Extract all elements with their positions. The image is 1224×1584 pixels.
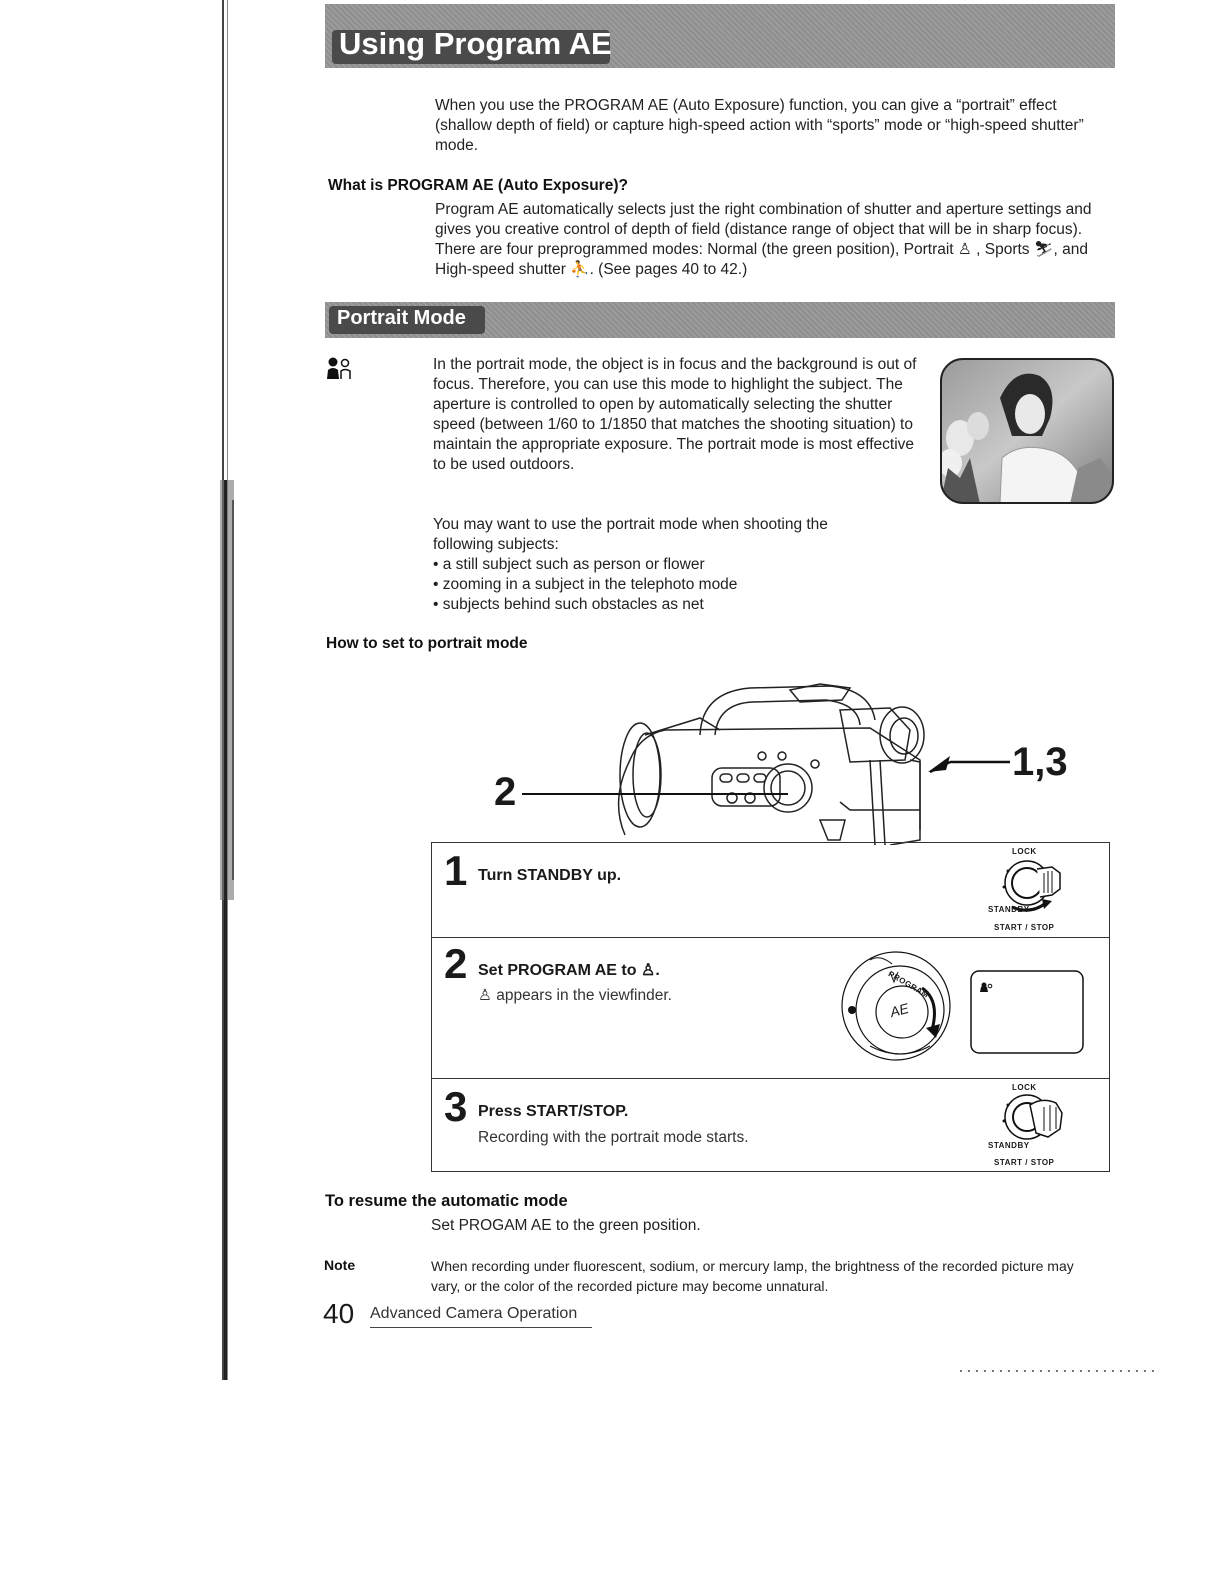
list-item: • a still subject such as person or flower [433, 555, 737, 575]
intro-text: When you use the PROGRAM AE (Auto Exposure) function, you can give a “portrait” effect (shallow depth of field) or capture high-speed action with “sports” mode or “high-speed shutter” mode. [435, 97, 1084, 154]
dial-ae-label: AE [888, 999, 911, 1021]
step-title: Set PROGRAM AE to ♙. [478, 962, 660, 979]
step-1-box [431, 842, 1110, 938]
howto-heading: How to set to portrait mode [326, 635, 528, 652]
step-number: 2 [444, 940, 468, 987]
dial-standby-label: STANDBY [988, 905, 1030, 914]
step-title: Turn STANDBY up. [478, 867, 622, 884]
step-2-box [431, 936, 1110, 1079]
resume-heading: To resume the automatic mode [325, 1192, 568, 1210]
binding-edge [218, 0, 250, 1584]
note-label: Note [324, 1257, 356, 1273]
dial-lock-label: LOCK [1012, 847, 1037, 856]
portrait-section-title: Portrait Mode [337, 307, 466, 329]
start-stop-caption: START / STOP [994, 923, 1055, 932]
dial-program-label: PROGRAM [886, 969, 931, 1000]
dial-lock-label: LOCK [1012, 1083, 1037, 1092]
step-description: Recording with the portrait mode starts. [478, 1129, 749, 1146]
list-item: • subjects behind such obstacles as net [433, 595, 737, 615]
camcorder-illustration [490, 680, 1090, 845]
portrait-mode-icon [326, 357, 354, 381]
viewfinder-display [970, 970, 1084, 1054]
what-body: Program AE automatically selects just the right combination of shutter and aperture settings and gives you creative control of depth of field (distance range of object that will be in sharp focus). There are four preprogrammed modes: Normal (the green position), Portrait ♙ , Sports ⛷, and High-speed shutter ⛹. (See pages 40 to 42.) [435, 201, 1092, 278]
page-title: Using Program AE [339, 26, 612, 61]
portrait-banner [325, 302, 1115, 338]
footer-rule [370, 1327, 592, 1328]
what-heading: What is PROGRAM AE (Auto Exposure)? [328, 177, 628, 194]
dial-standby-label: STANDBY [988, 1141, 1030, 1150]
note-body: When recording under fluorescent, sodium, or mercury lamp, the brightness of the recorded picture may vary, or the color of the recorded picture may become unnatural. [431, 1258, 1074, 1294]
callout-label-1-3: 1,3 [1012, 740, 1068, 784]
step-description: ♙ appears in the viewfinder. [478, 987, 672, 1004]
standby-dial-icon [982, 849, 1072, 927]
start-stop-caption: START / STOP [994, 1158, 1055, 1167]
footer-section-label: Advanced Camera Operation [370, 1305, 578, 1322]
callout-label-2: 2 [494, 770, 517, 814]
page-number: 40 [323, 1298, 355, 1329]
step-title: Press START/STOP. [478, 1103, 629, 1120]
subjects-intro: You may want to use the portrait mode when shooting the following subjects: [433, 516, 828, 553]
step-number: 1 [444, 847, 468, 894]
list-item: • zooming in a subject in the telephoto mode [433, 575, 737, 595]
step-number: 3 [444, 1083, 468, 1130]
title-banner [325, 4, 1115, 68]
scan-speckles [960, 1370, 1160, 1372]
portrait-photo [940, 358, 1114, 504]
subjects-list [433, 555, 737, 615]
step-3-box [431, 1078, 1110, 1172]
portrait-body: In the portrait mode, the object is in focus and the background is out of focus. Therefore, you can use this mode to highlight the subject. The aperture is controlled to open by automatically selecting the shutter speed (between 1/60 to 1/1850 that matches the shooting situation) to maintain the appropriate exposure. The portrait mode is most effective to be used outdoors. [433, 356, 917, 473]
resume-body: Set PROGAM AE to the green position. [431, 1217, 701, 1234]
